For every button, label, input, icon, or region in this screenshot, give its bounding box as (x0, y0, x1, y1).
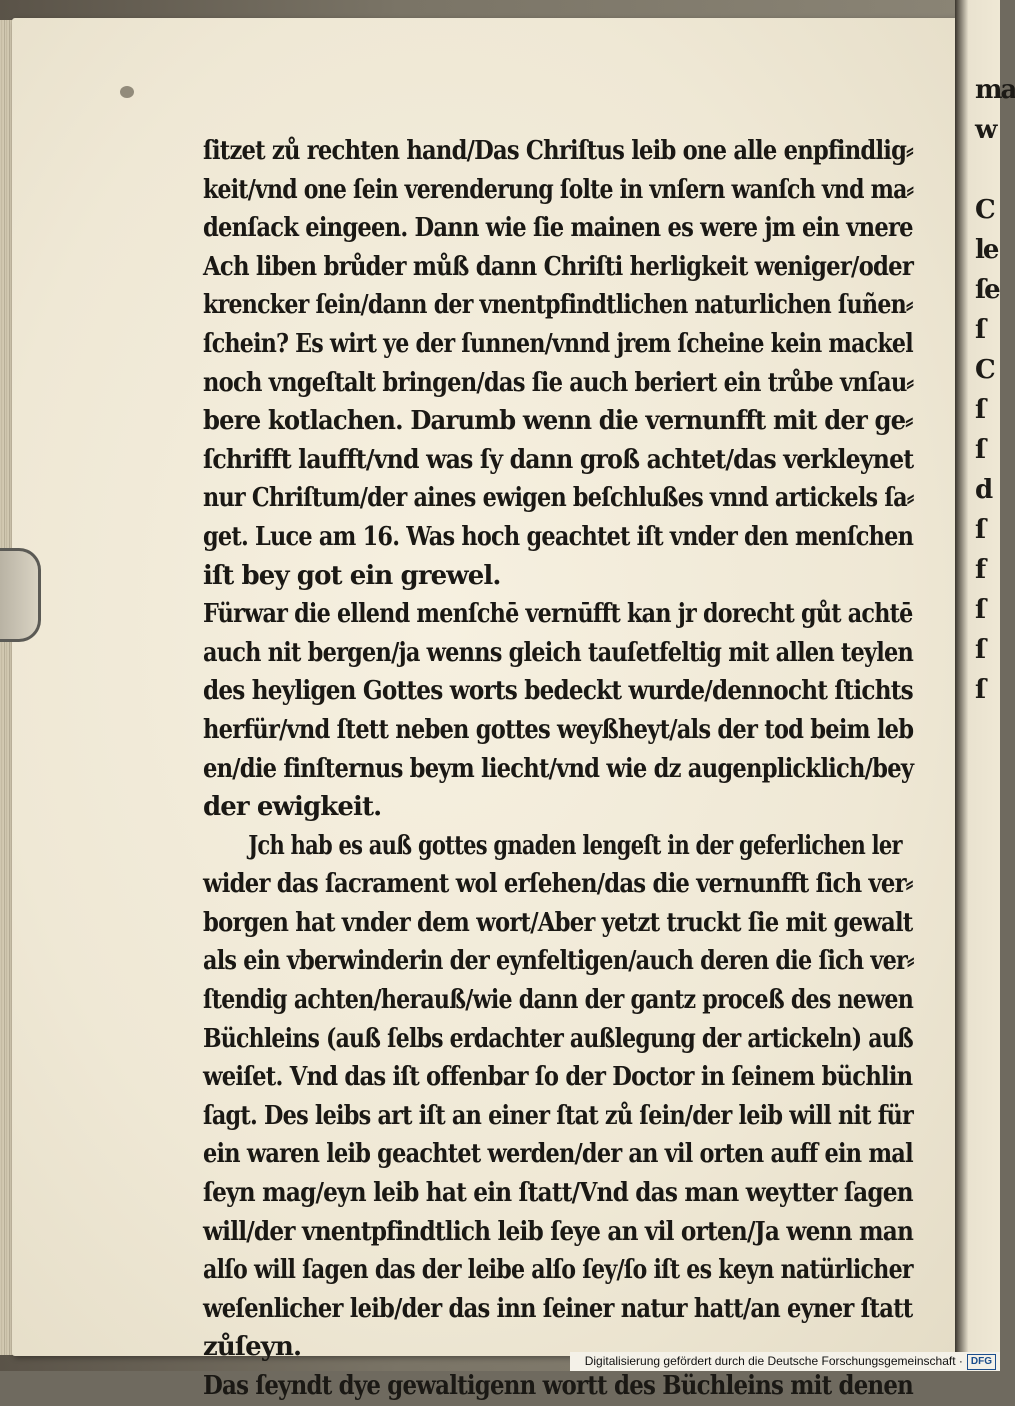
text-line: will/der vnentpfindtlich leib ſeye an vil orten/Ja wenn man (203, 1216, 914, 1247)
text-line: auch nit bergen/ja wenns gleich tauſetfeltig mit allen teylen (203, 637, 914, 668)
credit-text: Digitalisierung gefördert durch die Deutsche Forschungsgemeinschaft · (584, 1354, 963, 1368)
text-line: ſchrifft laufft/vnd was ſy dann groß achtet/das verkleynet (203, 444, 914, 475)
text-line: nur Chriſtum/der aines ewigen beſchlußes vnnd artickels ſa⸗ (203, 483, 914, 514)
text-line: weſenlicher leib/der das inn ſeiner natur hatt/an eyner ſtatt (203, 1293, 913, 1324)
text-line: ein waren leib geachtet werden/der an vil orten auff ein mal (203, 1139, 913, 1170)
page-text-block (203, 132, 913, 1406)
paper-stain (120, 86, 134, 98)
text-line: Fürwar die ellend menſchē vernūfft kan jr dorecht gůt achtē (203, 599, 913, 630)
text-line: herfür/vnd ſtett neben gottes weyßheyt/als der tod beim leb (203, 714, 914, 745)
text-line: ſitzet zů rechten hand/Das Chriſtus leib one alle enpfindlig⸗ (203, 136, 913, 166)
text-line: der ewigkeit. (203, 792, 382, 823)
text-line: ſchein? Es wirt ye der ſunnen/vnnd jrem ſcheine kein mackel (203, 328, 913, 359)
text-line: krencker ſein/dann der vnentpfindtlichen naturlichen ſuñen⸗ (203, 290, 913, 321)
text-line: alſo will ſagen das der leibe alſo ſey/ſo iſt es keyn natürlicher (203, 1255, 913, 1286)
text-line: Büchleins (auß ſelbs erdachter außlegung der artickeln) auß (203, 1023, 913, 1054)
text-line: ſtendig achten/herauß/wie dann der gantz proceß des newen (203, 985, 914, 1016)
text-line: noch vngeſtalt bringen/das ſie auch beriert ein trůbe vnſau⸗ (203, 367, 914, 398)
text-line: wider das ſacrament wol erſehen/das die vernunfft ſich ver⸗ (203, 869, 913, 900)
text-line: ſagt. Des leibs art iſt an einer ſtat zů ſein/der leib will nit für (203, 1100, 914, 1131)
text-line: iſt bey got ein grewel. (203, 560, 501, 591)
text-line: Jch hab es auß gottes gnaden lengeſt in der geferlichen ler (248, 830, 902, 861)
text-line: borgen hat vnder dem wort/Aber yetzt truckt ſie mit gewalt (203, 907, 913, 938)
digitization-credit-footer (570, 1352, 1000, 1371)
text-line: des heyligen Gottes worts bedeckt wurde/dennocht ſtichts (203, 676, 913, 707)
page-clip (0, 548, 41, 642)
adjacent-page-text: ma w C le ſe ſ C ſ ſ d ſ f ſ ſ ſ (975, 75, 1015, 705)
text-line: weiſet. Vnd das iſt offenbar ſo der Doctor in ſeinem büchlin (203, 1062, 913, 1093)
text-line: Ach liben brůder můß dann Chriſti herligkeit weniger/oder (203, 251, 914, 282)
text-line: keit/vnd one ſein verenderung ſolte in vnſern wanſch vnd ma⸗ (203, 174, 914, 205)
text-line: als ein vberwinderin der eynfeltigen/auch deren die ſich ver⸗ (203, 946, 914, 977)
text-line: zůſeyn. (203, 1332, 302, 1363)
text-line: bere kotlachen. Darumb wenn die vernunfft mit der ge⸗ (203, 406, 913, 437)
text-line: Das ſeyndt dye gewaltigenn wortt des Büchleins mit denen (203, 1371, 913, 1401)
text-line: get. Luce am 16. Was hoch geachtet iſt vnder den menſchen (203, 521, 914, 552)
text-line: denſack eingeen. Dann wie ſie mainen es were jm ein vnere (203, 213, 913, 244)
text-line: ſeyn mag/eyn leib hat ein ſtatt/Vnd das man weytter ſagen (203, 1178, 913, 1209)
text-line: en/die finſternus beym liecht/vnd wie dz augenplicklich/bey (203, 753, 914, 784)
dfg-logo: DFG (967, 1354, 996, 1370)
